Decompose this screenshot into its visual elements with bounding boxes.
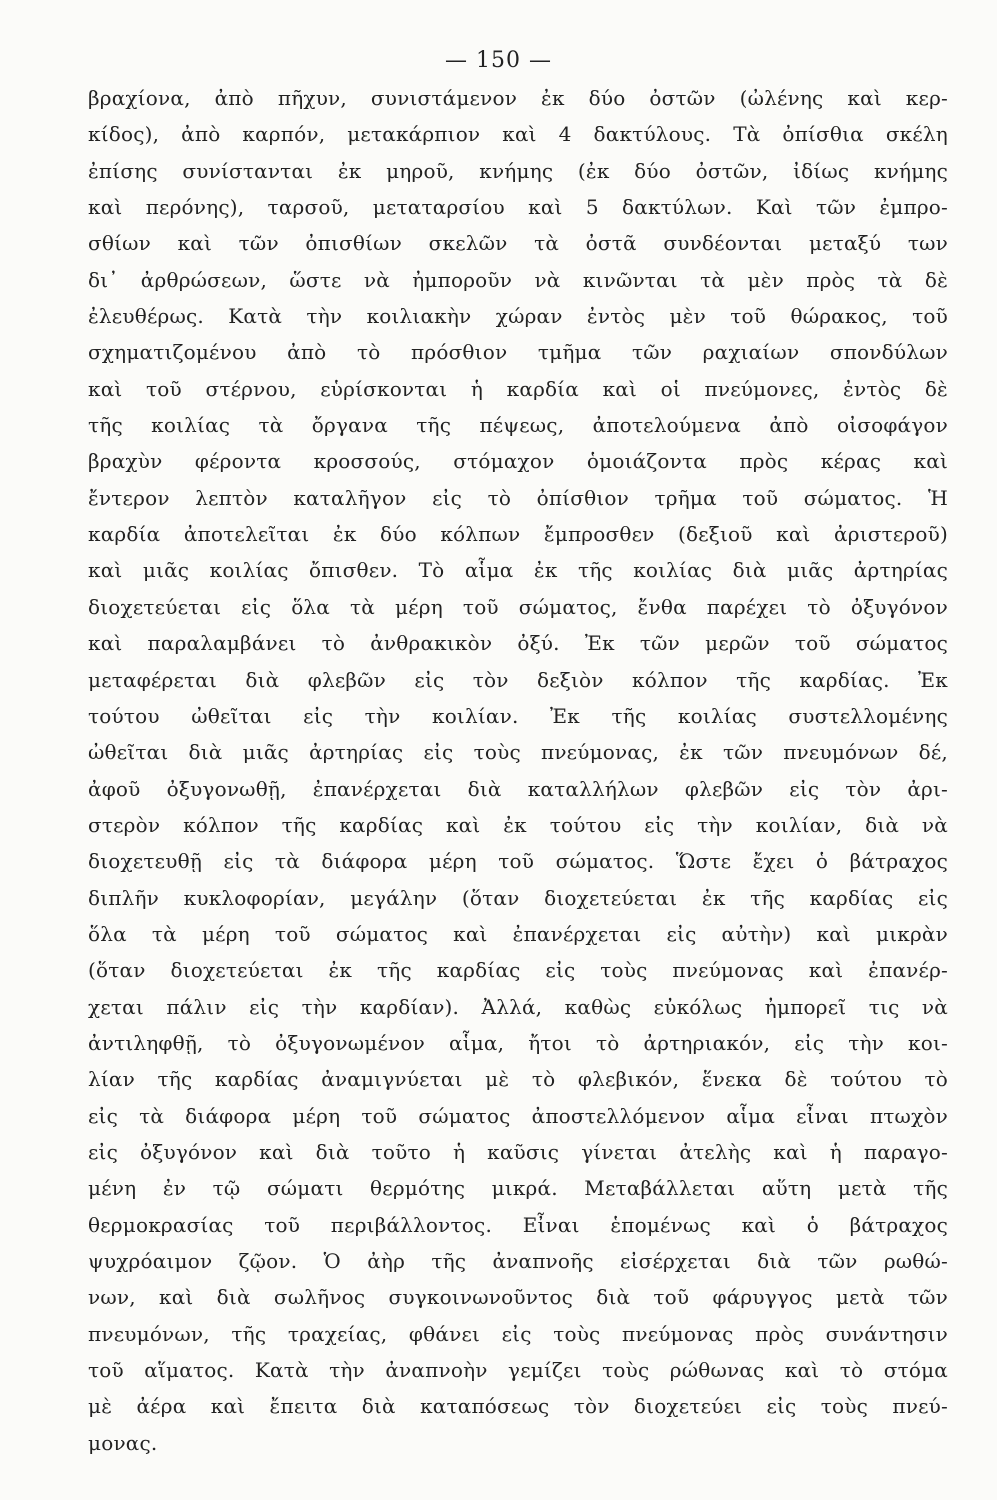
text-line: τούτου ὠθεῖται εἰς τὴν κοιλίαν. Ἐκ τῆς κοιλίας συστελλομένης (88, 703, 948, 728)
text-line: χεται πάλιν εἰς τὴν καρδίαν). Ἀλλά, καθὼς εὐκόλως ἠμπορεῖ τις νὰ (88, 994, 948, 1019)
text-line: διπλῆν κυκλοφορίαν, μεγάλην (ὅταν διοχετεύεται ἐκ τῆς καρδίας εἰς (88, 885, 948, 910)
text-line: ἀφοῦ ὀξυγονωθῇ, ἐπανέρχεται διὰ καταλλήλων φλεβῶν εἰς τὸν ἀρι- (88, 776, 948, 801)
text-line: ὅλα τὰ μέρη τοῦ σώματος καὶ ἐπανέρχεται εἰς αὐτὴν) καὶ μικρὰν (88, 921, 948, 946)
text-line: σθίων καὶ τῶν ὀπισθίων σκελῶν τὰ ὀστᾶ συνδέονται μεταξύ των (88, 231, 948, 256)
text-line: μὲ ἀέρα καὶ ἔπειτα διὰ καταπόσεως τὸν διοχετεύει εἰς τοὺς πνεύ- (88, 1394, 948, 1419)
text-line: πνευμόνων, τῆς τραχείας, φθάνει εἰς τοὺς πνεύμονας πρὸς συνάντησιν (88, 1321, 948, 1346)
text-line: λίαν τῆς καρδίας ἀναμιγνύεται μὲ τὸ φλεβικόν, ἕνεκα δὲ τούτου τὸ (88, 1067, 948, 1092)
text-line: καὶ περόνης), ταρσοῦ, μεταταρσίου καὶ 5 δακτύλων. Καὶ τῶν ἐμπρο- (88, 195, 948, 220)
text-line: βραχίονα, ἀπὸ πῆχυν, συνιστάμενον ἐκ δύο ὀστῶν (ὠλένης καὶ κερ- (88, 86, 948, 110)
text-line: ψυχρόαιμον ζῷον. Ὁ ἀὴρ τῆς ἀναπνοῆς εἰσέρχεται διὰ τῶν ρωθώ- (88, 1249, 948, 1273)
text-line: καρδία ἀποτελεῖται ἐκ δύο κόλπων ἔμπροσθεν (δεξιοῦ καὶ ἀριστεροῦ) (88, 522, 948, 547)
text-line: διοχετεύεται εἰς ὅλα τὰ μέρη τοῦ σώματος, ἔνθα παρέχει τὸ ὀξυγόνον (88, 594, 948, 619)
text-line: εἰς ὀξυγόνον καὶ διὰ τοῦτο ἡ καῦσις γίνεται ἀτελὴς καὶ ἡ παραγο- (88, 1139, 948, 1164)
text-line: τῆς κοιλίας τὰ ὄργανα τῆς πέψεως, ἀποτελούμενα ἀπὸ οἰσοφάγον (88, 413, 948, 438)
text-line: (ὅταν διοχετεύεται ἐκ τῆς καρδίας εἰς τοὺς πνεύμονας καὶ ἐπανέρ- (88, 958, 948, 983)
text-line: κίδος), ἀπὸ καρπόν, μετακάρπιον καὶ 4 δακτύλους. Τὰ ὀπίσθια σκέλη (88, 122, 948, 147)
text-line: τοῦ αἵματος. Κατὰ τὴν ἀναπνοὴν γεμίζει τοὺς ρώθωνας καὶ τὸ στόμα (88, 1358, 948, 1383)
text-line: ἀντιληφθῇ, τὸ ὀξυγονωμένον αἷμα, ἤτοι τὸ ἀρτηριακόν, εἰς τὴν κοι- (88, 1030, 948, 1055)
text-line: μονας. (88, 1430, 158, 1455)
text-line: βραχὺν φέροντα κροσσούς, στόμαχον ὁμοιάζοντα πρὸς κέρας καὶ (88, 449, 948, 474)
text-line: μένη ἐν τῷ σώματι θερμότης μικρά. Μεταβάλλεται αὕτη μετὰ τῆς (88, 1176, 948, 1201)
text-line: καὶ παραλαμβάνει τὸ ἀνθρακικὸν ὀξύ. Ἐκ τῶν μερῶν τοῦ σώματος (88, 631, 948, 656)
text-line: ἐπίσης συνίστανται ἐκ μηροῦ, κνήμης (ἐκ δύο ὀστῶν, ἰδίως κνήμης (88, 158, 948, 183)
text-line: θερμοκρασίας τοῦ περιβάλλοντος. Εἶναι ἑπομένως καὶ ὁ βάτραχος (88, 1212, 948, 1237)
text-line: διοχετευθῇ εἰς τὰ διάφορα μέρη τοῦ σώματος. Ὥστε ἔχει ὁ βάτραχος (88, 849, 948, 874)
text-line: ἔντερον λεπτὸν καταλῆγον εἰς τὸ ὀπίσθιον τρῆμα τοῦ σώματος. Ἡ (88, 485, 948, 510)
page-number: — 150 — (445, 48, 552, 73)
text-line: εἰς τὰ διάφορα μέρη τοῦ σώματος ἀποστελλόμενον αἷμα εἶναι πτωχὸν (88, 1103, 948, 1128)
text-line: ἐλευθέρως. Κατὰ τὴν κοιλιακὴν χώραν ἐντὸς μὲν τοῦ θώρακος, τοῦ (88, 304, 948, 329)
text-line: ὠθεῖται διὰ μιᾶς ἀρτηρίας εἰς τοὺς πνεύμονας, ἐκ τῶν πνευμόνων δέ, (88, 740, 948, 765)
body-text (88, 80, 948, 1461)
text-line: καὶ τοῦ στέρνου, εὑρίσκονται ἡ καρδία καὶ οἱ πνεύμονες, ἐντὸς δὲ (88, 376, 948, 401)
text-line: δι᾽ ἀρθρώσεων, ὥστε νὰ ἠμποροῦν νὰ κινῶνται τὰ μὲν πρὸς τὰ δὲ (88, 267, 948, 292)
text-line: καὶ μιᾶς κοιλίας ὄπισθεν. Τὸ αἷμα ἐκ τῆς κοιλίας διὰ μιᾶς ἀρτηρίας (88, 558, 948, 583)
text-line: νων, καὶ διὰ σωλῆνος συγκοινωνοῦντος διὰ τοῦ φάρυγγος μετὰ τῶν (88, 1285, 948, 1310)
text-line: στερὸν κόλπον τῆς καρδίας καὶ ἐκ τούτου εἰς τὴν κοιλίαν, διὰ νὰ (88, 812, 948, 837)
text-line: σχηματιζομένου ἀπὸ τὸ πρόσθιον τμῆμα τῶν ραχιαίων σπονδύλων (88, 340, 948, 365)
text-line: μεταφέρεται διὰ φλεβῶν εἰς τὸν δεξιὸν κόλπον τῆς καρδίας. Ἐκ (88, 667, 948, 692)
